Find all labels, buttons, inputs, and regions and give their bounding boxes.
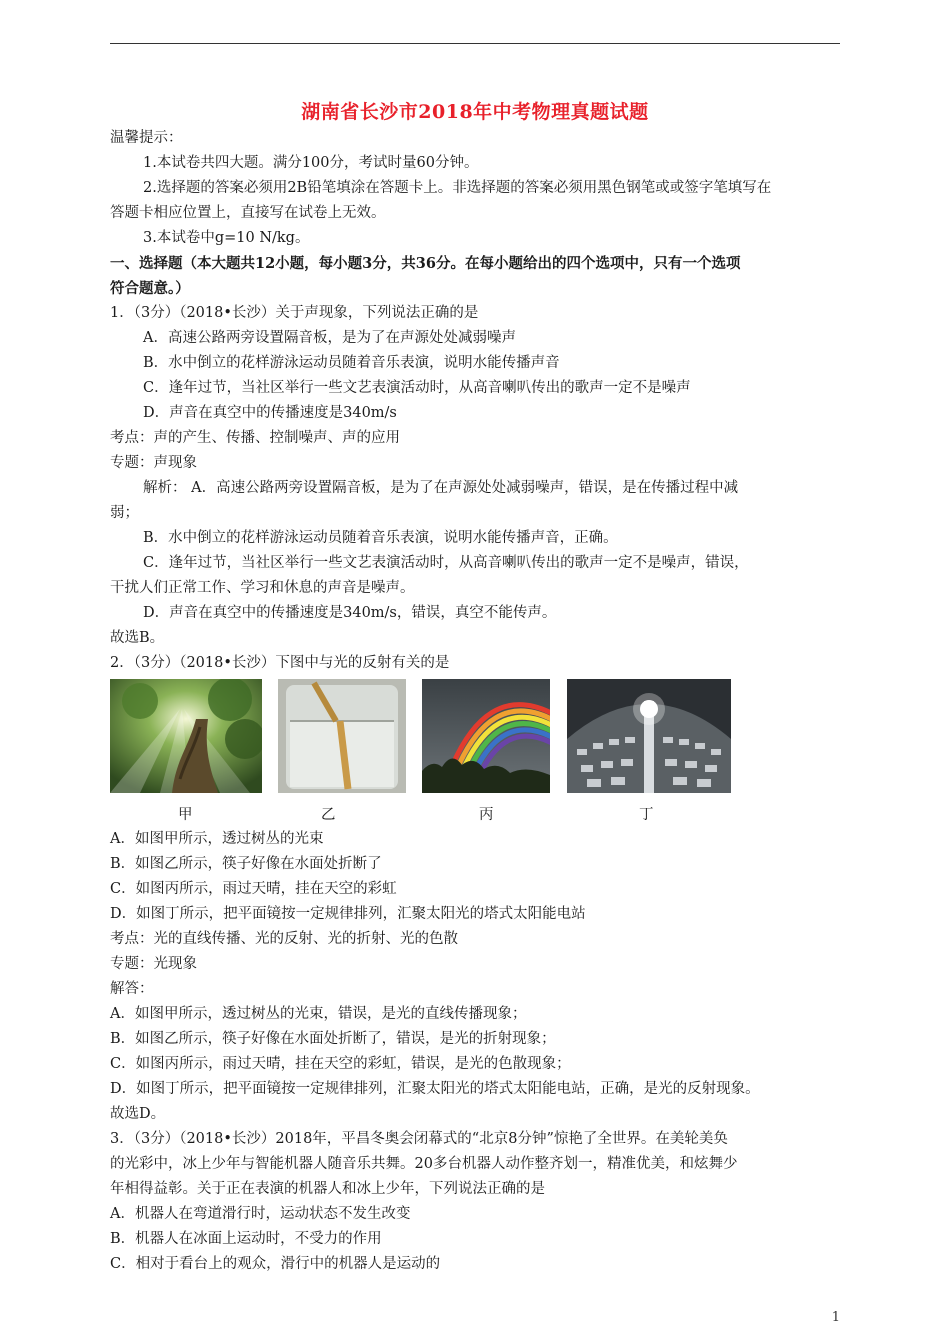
figure-caption-yi: 乙 bbox=[321, 807, 336, 823]
question-1-analysis: 解析： A．高速公路两旁设置隔音板，是为了在声源处处减弱噪声，错误，是在传播过程中减 bbox=[143, 480, 739, 496]
question-2-analysis: C．如图丙所示，雨过天晴，挂在天空的彩虹，错误，是光的色散现象； bbox=[110, 1056, 571, 1072]
question-2-option-a: A．如图甲所示，透过树丛的光束 bbox=[110, 831, 324, 847]
figure-ding-solar-tower-plant bbox=[567, 679, 731, 793]
question-2-kaodian: 考点：光的直线传播、光的反射、光的折射、光的色散 bbox=[110, 931, 458, 947]
question-2-option-c: C．如图丙所示，雨过天晴，挂在天空的彩虹 bbox=[110, 881, 397, 897]
question-1-analysis: 弱； bbox=[110, 505, 139, 521]
question-2-jieda: 解答： bbox=[110, 981, 154, 997]
question-1-option-b: B．水中倒立的花样游泳运动员随着音乐表演，说明水能传播声音 bbox=[143, 355, 560, 371]
document-body bbox=[110, 126, 845, 1277]
question-1-analysis: C．逢年过节，当社区举行一些文艺表演活动时，从高音喇叭传出的歌声一定不是噪声，错误， bbox=[143, 555, 749, 571]
question-1-analysis: 干扰人们正常工作、学习和休息的声音是噪声。 bbox=[110, 580, 415, 596]
question-1-stem: 1．（3分）（2018•长沙）关于声现象，下列说法正确的是 bbox=[110, 305, 479, 321]
question-3-option-b: B．机器人在冰面上运动时，不受力的作用 bbox=[110, 1231, 382, 1247]
question-2-zhuanti: 专题：光现象 bbox=[110, 956, 197, 972]
figure-caption-jia: 甲 bbox=[178, 807, 193, 823]
notice-item: 2.选择题的答案必须用2B铅笔填涂在答题卡上。非选择题的答案必须用黑色钢笔或或签字笔填写在 bbox=[143, 180, 772, 196]
question-1-option-d: D．声音在真空中的传播速度是340m/s bbox=[143, 405, 397, 421]
question-2-answer: 故选D。 bbox=[110, 1106, 166, 1122]
question-1-zhuanti: 专题：声现象 bbox=[110, 455, 197, 471]
notice-item: 1.本试卷共四大题。满分100分，考试时量60分钟。 bbox=[143, 155, 479, 171]
figure-caption-ding: 丁 bbox=[639, 807, 654, 823]
question-2-analysis: D．如图丁所示，把平面镜按一定规律排列，汇聚太阳光的塔式太阳能电站，正确，是光的反射现象。 bbox=[110, 1081, 760, 1097]
question-2-analysis: A．如图甲所示，透过树丛的光束，错误，是光的直线传播现象； bbox=[110, 1006, 527, 1022]
question-3-option-a: A．机器人在弯道滑行时，运动状态不发生改变 bbox=[110, 1206, 411, 1222]
question-1-kaodian: 考点：声的产生、传播、控制噪声、声的应用 bbox=[110, 430, 400, 446]
page-number: 1 bbox=[831, 1310, 840, 1325]
question-2-option-d: D．如图丁所示，把平面镜按一定规律排列，汇聚太阳光的塔式太阳能电站 bbox=[110, 906, 586, 922]
question-1-analysis: B．水中倒立的花样游泳运动员随着音乐表演，说明水能传播声音，正确。 bbox=[143, 530, 618, 546]
question-2-option-b: B．如图乙所示，筷子好像在水面处折断了 bbox=[110, 856, 382, 872]
figure-jia-forest-light-beams bbox=[110, 679, 262, 793]
question-2-figures bbox=[110, 679, 845, 797]
question-2-stem: 2．（3分）（2018•长沙）下图中与光的反射有关的是 bbox=[110, 655, 450, 671]
question-1-option-c: C．逢年过节，当社区举行一些文艺表演活动时，从高音喇叭传出的歌声一定不是噪声 bbox=[143, 380, 691, 396]
notice-heading: 温馨提示： bbox=[110, 130, 183, 146]
section-heading: 一、选择题（本大题共12小题，每小题3分，共36分。在每小题给出的四个选项中，只有一个选项 bbox=[110, 255, 741, 272]
notice-item: 3.本试卷中g=10 N/kg。 bbox=[143, 230, 310, 246]
section-heading-continued: 符合题意。） bbox=[110, 280, 190, 297]
question-3-stem: 3．（3分）（2018•长沙）2018年，平昌冬奥会闭幕式的“北京8分钟”惊艳了全世界。在美轮美奂 bbox=[110, 1131, 728, 1147]
figure-caption-bing: 丙 bbox=[479, 807, 494, 823]
figure-yi-chopstick-in-water bbox=[278, 679, 406, 793]
question-2-figure-captions bbox=[110, 797, 845, 827]
question-3-stem: 年相得益彰。关于正在表演的机器人和冰上少年，下列说法正确的是 bbox=[110, 1181, 545, 1197]
page-title: 湖南省长沙市2018年中考物理真题试题 bbox=[301, 101, 649, 123]
header-rule bbox=[110, 43, 840, 44]
question-1-answer: 故选B。 bbox=[110, 630, 165, 646]
question-1-option-a: A．高速公路两旁设置隔音板，是为了在声源处处减弱噪声 bbox=[143, 330, 516, 346]
question-3-stem: 的光彩中，冰上少年与智能机器人随音乐共舞。20多台机器人动作整齐划一，精准优美，和炫舞少 bbox=[110, 1156, 738, 1172]
question-3-option-c: C．相对于看台上的观众，滑行中的机器人是运动的 bbox=[110, 1256, 441, 1272]
figure-bing-rainbow bbox=[422, 679, 550, 793]
notice-item-continued: 答题卡相应位置上，直接写在试卷上无效。 bbox=[110, 205, 386, 221]
question-1-analysis: D．声音在真空中的传播速度是340m/s，错误，真空不能传声。 bbox=[143, 605, 557, 621]
question-2-analysis: B．如图乙所示，筷子好像在水面处折断了，错误，是光的折射现象； bbox=[110, 1031, 556, 1047]
